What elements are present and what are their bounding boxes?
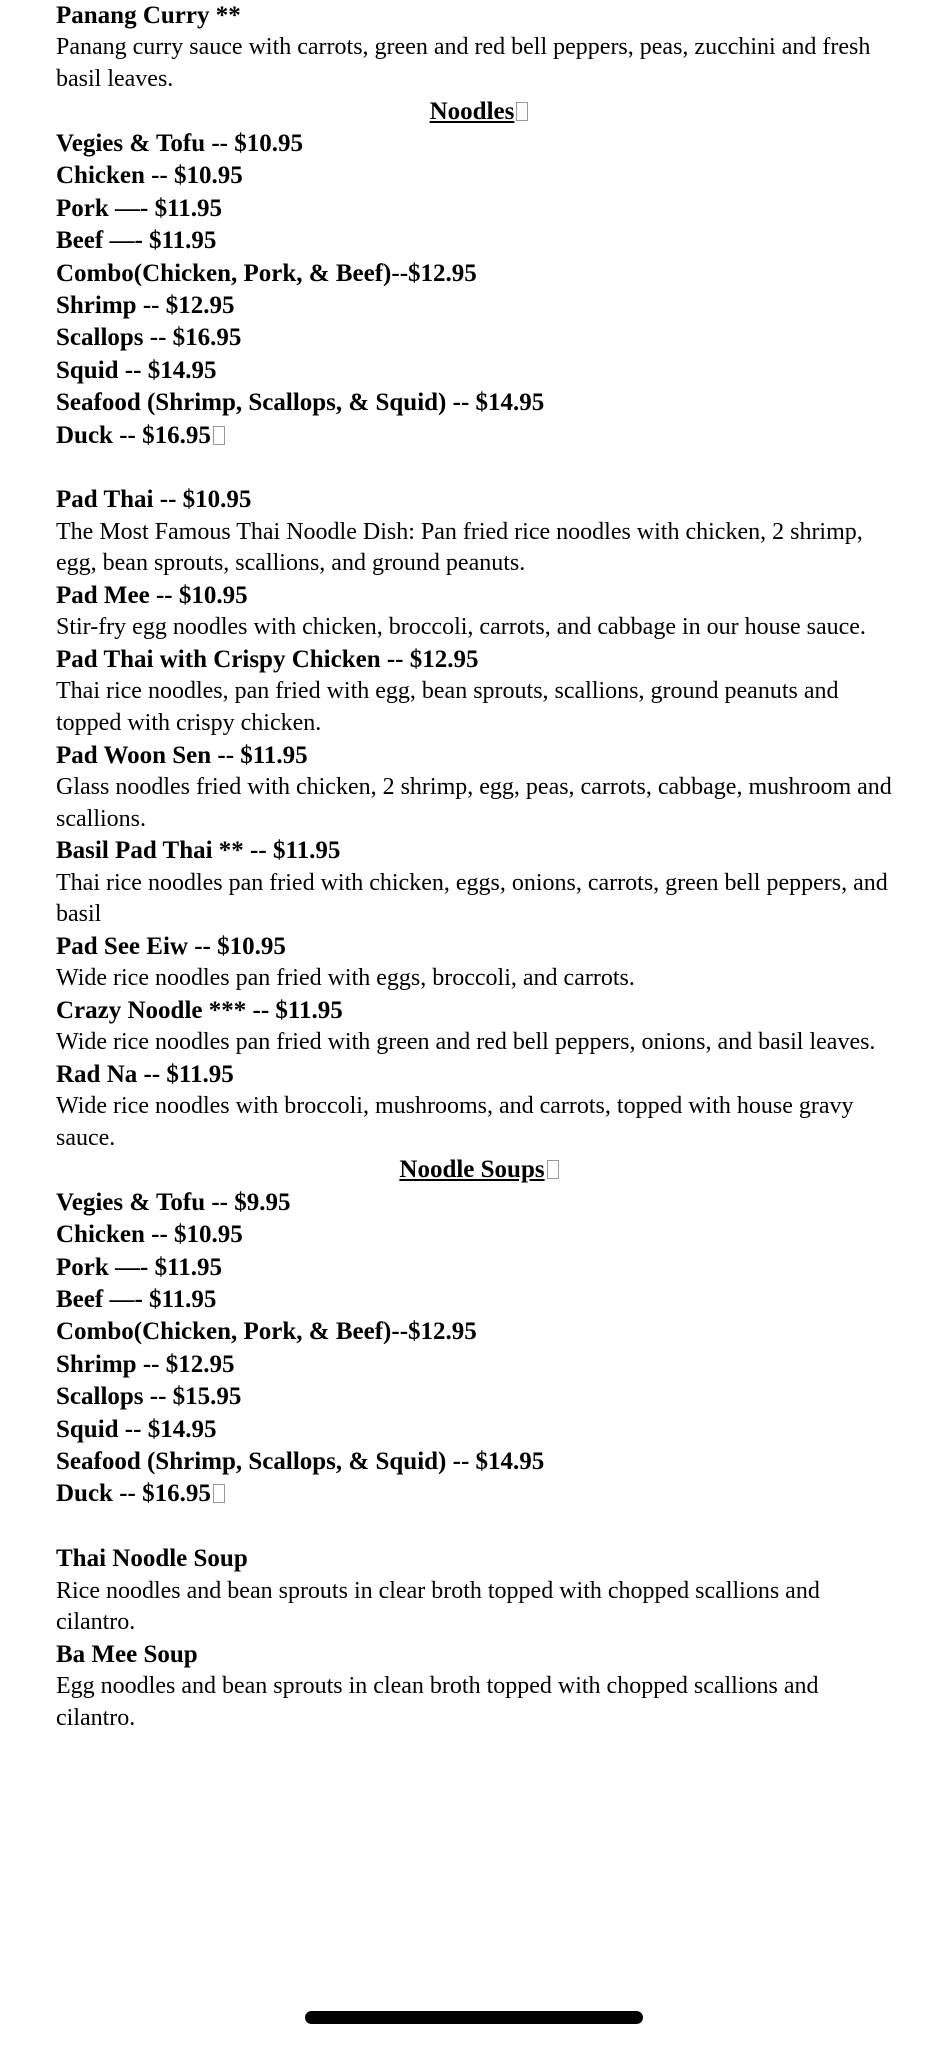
section-heading-noodles-text: Noodles [429, 97, 515, 125]
price-item: Shrimp -- $12.95 [56, 1350, 235, 1378]
section-heading-noodle-soups [56, 1154, 902, 1186]
dish-title: Pad Thai -- $10.95 [56, 486, 252, 514]
dish-title: Pad Thai with Crispy Chicken -- $12.95 [56, 646, 479, 674]
dish-title: Crazy Noodle *** -- $11.95 [56, 996, 343, 1024]
spacer [56, 1511, 902, 1543]
missing-glyph-icon [547, 1160, 559, 1179]
dish-desc: Egg noodles and bean sprouts in clean broth topped with chopped scallions and cilantro. [56, 1673, 819, 1731]
menu-page [56, 0, 902, 1734]
price-item-last [56, 420, 902, 452]
price-item: Scallops -- $16.95 [56, 324, 242, 352]
dish-desc: Stir-fry egg noodles with chicken, broccoli, carrots, and cabbage in our house sauce. [56, 614, 866, 641]
price-item: Squid -- $14.95 [56, 1415, 217, 1443]
price-item: Pork —- $11.95 [56, 1253, 222, 1281]
dish-desc-panang-curry: Panang curry sauce with carrots, green and red bell peppers, peas, zucchini and fresh basil leaves. [56, 34, 871, 92]
dish-desc: Wide rice noodles pan fried with green and red bell peppers, onions, and basil leaves. [56, 1029, 876, 1056]
section-heading-noodles [56, 96, 902, 128]
dish-title: Basil Pad Thai ** -- $11.95 [56, 837, 341, 865]
price-item: Squid -- $14.95 [56, 356, 217, 384]
dish-desc: The Most Famous Thai Noodle Dish: Pan fried rice noodles with chicken, 2 shrimp, egg, bean sprouts, scallions, and ground peanuts. [56, 518, 863, 577]
price-item: Combo(Chicken, Pork, & Beef)--$12.95 [56, 1318, 477, 1346]
price-item: Seafood (Shrimp, Scallops, & Squid) -- $14.95 [56, 389, 545, 417]
noodles-price-list [56, 128, 902, 452]
dish-title-panang-curry: Panang Curry ** [56, 2, 241, 29]
price-item-text: Duck -- $16.95 [56, 421, 211, 449]
price-item: Chicken -- $10.95 [56, 1221, 243, 1249]
dish-title: Pad Mee -- $10.95 [56, 582, 248, 610]
dish-desc: Thai rice noodles pan fried with chicken, eggs, onions, carrots, green bell peppers, and basil [56, 869, 888, 928]
price-item-last [56, 1478, 902, 1510]
missing-glyph-icon [213, 1484, 225, 1503]
dish-desc: Thai rice noodles, pan fried with egg, bean sprouts, scallions, ground peanuts and topped with crispy chicken. [56, 678, 839, 737]
dish-desc: Wide rice noodles pan fried with eggs, broccoli, and carrots. [56, 965, 635, 992]
home-indicator[interactable] [305, 2011, 643, 2024]
dish-title: Rad Na -- $11.95 [56, 1060, 234, 1088]
dish-desc: Glass noodles fried with chicken, 2 shrimp, egg, peas, carrots, cabbage, mushroom and scallions. [56, 774, 892, 832]
price-item: Scallops -- $15.95 [56, 1383, 242, 1411]
dish-desc: Rice noodles and bean sprouts in clear broth topped with chopped scallions and cilantro. [56, 1577, 820, 1636]
price-item: Vegies & Tofu -- $9.95 [56, 1188, 291, 1216]
price-item-text: Duck -- $16.95 [56, 1480, 211, 1508]
dish-title: Pad Woon Sen -- $11.95 [56, 741, 308, 769]
dish-title: Ba Mee Soup [56, 1640, 198, 1668]
price-item: Seafood (Shrimp, Scallops, & Squid) -- $14.95 [56, 1448, 545, 1476]
dish-title: Pad See Eiw -- $10.95 [56, 932, 286, 960]
missing-glyph-icon [516, 102, 528, 121]
soups-dish-list [56, 1543, 902, 1734]
price-item: Combo(Chicken, Pork, & Beef)--$12.95 [56, 259, 477, 287]
price-item: Vegies & Tofu -- $10.95 [56, 130, 304, 157]
soups-price-list [56, 1187, 902, 1511]
missing-glyph-icon [213, 426, 225, 445]
price-item: Beef —- $11.95 [56, 227, 217, 255]
dish-desc: Wide rice noodles with broccoli, mushrooms, and carrots, topped with house gravy sauce. [56, 1093, 854, 1151]
dish-title: Thai Noodle Soup [56, 1545, 248, 1573]
price-item: Chicken -- $10.95 [56, 162, 243, 190]
price-item: Beef —- $11.95 [56, 1286, 217, 1314]
noodles-dish-list [56, 484, 902, 1154]
price-item: Pork —- $11.95 [56, 194, 222, 222]
price-item: Shrimp -- $12.95 [56, 292, 235, 320]
section-heading-noodle-soups-text: Noodle Soups [399, 1156, 545, 1184]
spacer [56, 452, 902, 484]
